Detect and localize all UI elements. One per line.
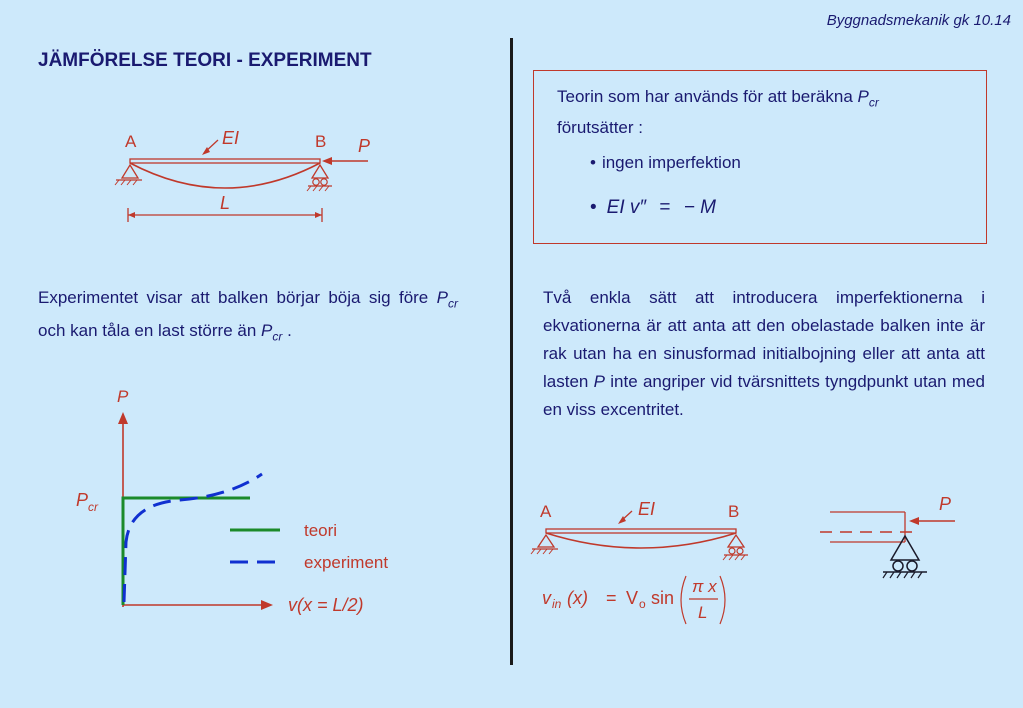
bullet-dot-1: •: [590, 153, 596, 172]
para2-text-b: inte angriper vid tvärsnittets tyngdpunkt utan med en viss excentritet.: [543, 372, 985, 419]
theory-assumptions-text: [557, 84, 977, 141]
graph-x-arrow: [261, 600, 273, 610]
beam2-roller-1: [729, 548, 735, 554]
bullet-dot-2: •: [590, 197, 597, 218]
para1-p-2: P: [261, 321, 273, 341]
beam-diagram-simply-supported: [110, 120, 380, 235]
formula-paren-right: [720, 576, 725, 624]
graph-x-label: v(x = L/2): [288, 595, 364, 615]
beam1-pin-support-a: [122, 165, 138, 178]
equation-equals: =: [659, 197, 671, 218]
beam1-hatch-b: [307, 186, 329, 191]
box-line-1: [557, 84, 977, 115]
graph-pcr-p: P: [76, 490, 89, 510]
beam2-roller-support-b: [728, 535, 744, 547]
para2-p: P: [593, 372, 605, 391]
beam1-roller-1: [313, 179, 319, 185]
box-line-2: förutsätter :: [557, 118, 643, 138]
box-p-symbol: P: [857, 87, 869, 106]
graph-theory-curve: [123, 498, 250, 605]
beam1-straight-beam: [130, 159, 320, 163]
box-p-subscript: cr: [868, 95, 879, 110]
formula-paren-left: [681, 576, 686, 624]
legend-theory-label: teori: [304, 521, 338, 540]
beam2-roller-2: [737, 548, 743, 554]
beam1-dimension-arrow-left: [128, 212, 135, 218]
beam2-label-a: A: [540, 502, 552, 521]
beam3-hatch: [883, 572, 922, 578]
formula-denominator: L: [698, 603, 708, 622]
para2-text-a: Två enkla sätt att introducera imperfektionerna i ekvationerna är att anta att den obelastade balken inte är rak utan ha en sinusformad initialbojning eller att anta att lasten: [543, 288, 985, 391]
equation-lhs: EI v″: [606, 197, 647, 218]
beam1-load-arrowhead: [322, 157, 332, 165]
graph-y-label: P: [117, 387, 129, 406]
load-deflection-graph: [70, 382, 415, 627]
graph-experiment-curve: [124, 474, 262, 602]
eccentric-load-diagram: [815, 490, 965, 590]
box-bullet-1: [590, 153, 741, 173]
beam1-buckled-shape: [130, 163, 320, 188]
beam1-dimension-arrow-right: [315, 212, 322, 218]
vertical-divider: [510, 38, 513, 665]
beam1-roller-2: [321, 179, 327, 185]
beam2-hatch-a: [531, 549, 553, 554]
formula-v0: V: [626, 588, 639, 608]
initial-deflection-formula: [538, 570, 738, 630]
box-line-1-text: Teorin som har används för att beräkna: [557, 87, 853, 106]
graph-pcr-label: [76, 490, 99, 514]
formula-arg: (x): [567, 588, 588, 608]
legend-experiment-label: experiment: [304, 553, 389, 572]
beam1-roller-support-b: [312, 165, 328, 178]
beam3-roller-1: [893, 561, 903, 571]
page-title: JÄMFÖRELSE TEORI - EXPERIMENT: [38, 50, 372, 71]
para1-cr-2: cr: [272, 329, 283, 344]
beam2-label-ei: EI: [638, 499, 656, 519]
para1-p-1: P: [436, 288, 448, 307]
box-bullet-1-text: ingen imperfektion: [601, 153, 741, 172]
experiment-paragraph: [38, 284, 458, 351]
formula-numerator: π x: [692, 577, 717, 596]
beam1-label-ei: EI: [222, 128, 240, 148]
beam2-pin-support-a: [538, 535, 554, 547]
formula-sub: in: [552, 597, 562, 611]
equation-rhs: − M: [683, 197, 716, 218]
beam-diagram-initial-curvature: [530, 495, 760, 575]
formula-v0-sub: o: [639, 597, 646, 611]
beam3-roller-2: [907, 561, 917, 571]
beam2-curved-shape: [546, 533, 736, 548]
box-bullet-2-equation: [590, 197, 716, 219]
para1-text-a: Experimentet visar att balken börjar böja sig före: [38, 288, 429, 307]
beam3-label-p: P: [939, 494, 952, 514]
beam2-label-b: B: [728, 502, 740, 521]
formula-equals: =: [606, 588, 617, 608]
beam1-label-l: L: [220, 193, 231, 213]
para1-text-b: och kan tåla en last större än: [38, 321, 257, 341]
imperfection-paragraph: [543, 284, 985, 424]
para1-text-c: .: [287, 321, 292, 341]
header-reference: Byggnadsmekanik gk 10.14: [826, 12, 1011, 29]
para1-cr-1: cr: [447, 296, 458, 311]
beam1-label-p: P: [358, 136, 371, 156]
graph-pcr-sub: cr: [88, 500, 99, 514]
beam1-label-a: A: [125, 132, 137, 151]
beam3-load-arrowhead: [909, 517, 919, 525]
beam2-straight-beam: [546, 529, 736, 533]
beam1-hatch-a: [115, 180, 137, 185]
graph-y-arrow: [118, 412, 128, 424]
formula-sin: sin: [651, 588, 675, 608]
beam1-label-b: B: [315, 132, 327, 151]
beam2-hatch-b: [723, 555, 745, 560]
formula-lhs: v: [542, 588, 551, 608]
